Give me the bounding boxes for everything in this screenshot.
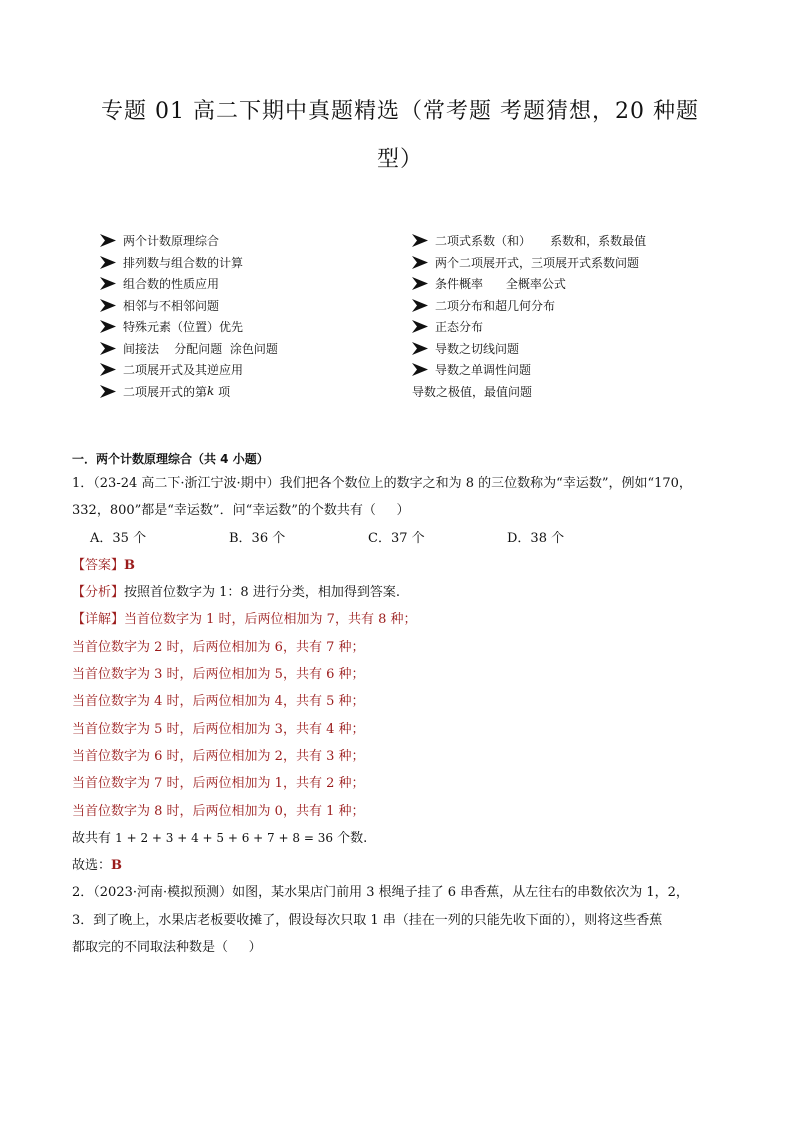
toc-item[interactable] [412, 273, 646, 295]
title-line-2: 型） [376, 147, 423, 172]
answer-line [72, 552, 722, 579]
toc-item-label: 两个计数原理综合 [123, 234, 220, 249]
toc-item-label: 组合数的性质应用 [123, 277, 220, 292]
arrow-bullet-icon [100, 299, 116, 312]
toc-item-suffix: 项 [214, 384, 231, 399]
sum-suffix: 个数. [332, 830, 368, 846]
toc-item-label: 二项式系数（和） 系数和，系数最值 [435, 234, 647, 249]
question-2-line-1: 2．（2023·河南·模拟预测）如图，某水果店门前用 3 根绳子挂了 6 串香蕉，从左往右的串数依次为 1，2， [72, 885, 689, 901]
arrow-bullet-icon [412, 363, 428, 376]
toc-item[interactable] [412, 252, 646, 274]
detail-text: 当首位数字为 1 时，后两位相加为 7，共有 8 种； [124, 612, 417, 628]
arrow-bullet-icon [100, 342, 116, 355]
question-1-line-2: 332，800”都是“幸运数”．问“幸运数”的个数共有（ ） [72, 503, 410, 519]
toc-item[interactable] [100, 252, 278, 274]
toc-item-label: 排列数与组合数的计算 [123, 255, 244, 270]
detail-line [72, 606, 722, 633]
toc-item[interactable] [100, 273, 278, 295]
option-b[interactable]: B．36 个 [229, 530, 286, 546]
detail-case-line: 当首位数字为 6 时，后两位相加为 2，共有 3 种； [72, 748, 365, 764]
answer-value: B [124, 557, 136, 573]
toc-item-label: 特殊元素（位置）优先 [123, 320, 244, 335]
arrow-bullet-icon [100, 385, 116, 398]
toc-item-label: 间接法 分配问题 涂色问题 [123, 341, 278, 356]
toc-item-label: 导数之极值，最值问题 [412, 384, 533, 399]
toc-right-column [412, 230, 646, 402]
arrow-bullet-icon [412, 299, 428, 312]
toc-item-variable: k [207, 384, 215, 399]
arrow-bullet-icon [100, 234, 116, 247]
analysis-text: 按照首位数字为 1：8 进行分类，相加得到答案. [124, 585, 400, 601]
arrow-bullet-icon [100, 320, 116, 333]
toc-item-label: 二项展开式及其逆应用 [123, 363, 244, 378]
toc-item[interactable] [100, 230, 278, 252]
document-title [80, 88, 720, 184]
choose-value: B [111, 858, 123, 874]
question-2-line-3: 都取完的不同取法种数是（ ） [72, 940, 262, 956]
arrow-bullet-icon [412, 320, 428, 333]
detail-case-line: 当首位数字为 7 时，后两位相加为 1，共有 2 种； [72, 776, 365, 792]
toc-item[interactable] [100, 381, 278, 403]
toc-item[interactable] [100, 359, 278, 381]
toc-item[interactable] [100, 338, 278, 360]
toc-item-label: 导数之切线问题 [435, 341, 520, 356]
toc-item-label: 导数之单调性问题 [435, 363, 532, 378]
toc-item[interactable] [412, 338, 646, 360]
arrow-bullet-icon [100, 363, 116, 376]
choose-prefix: 故选： [72, 858, 112, 874]
arrow-bullet-icon [412, 342, 428, 355]
detail-tag: 【详解】 [72, 612, 125, 628]
toc-item[interactable] [412, 381, 646, 403]
toc-left-column [100, 230, 278, 402]
main-content [72, 448, 722, 961]
option-d[interactable]: D．38 个 [507, 530, 565, 546]
detail-case-line: 当首位数字为 2 时，后两位相加为 6，共有 7 种； [72, 639, 365, 655]
detail-case-line: 当首位数字为 4 时，后两位相加为 4，共有 5 种； [72, 694, 365, 710]
toc-item[interactable] [412, 295, 646, 317]
answer-tag: 【答案】 [72, 557, 125, 573]
arrow-bullet-icon [412, 256, 428, 269]
toc-item[interactable] [412, 230, 646, 252]
analysis-line [72, 579, 722, 606]
detail-case-line: 当首位数字为 8 时，后两位相加为 0，共有 1 种； [72, 803, 365, 819]
arrow-bullet-icon [100, 277, 116, 290]
arrow-bullet-icon [412, 277, 428, 290]
analysis-tag: 【分析】 [72, 585, 125, 601]
detail-case-line: 当首位数字为 3 时，后两位相加为 5，共有 6 种； [72, 667, 365, 683]
question-1-options [72, 525, 722, 552]
detail-case-line: 当首位数字为 5 时，后两位相加为 3，共有 4 种； [72, 721, 365, 737]
toc-item-label: 二项展开式的第 [123, 384, 208, 399]
question-2-line-2: 3．到了晚上，水果店老板要收摊了，假设每次只取 1 串（挂在一列的只能先收下面的），则将这些香蕉 [72, 912, 663, 928]
toc-item[interactable] [412, 359, 646, 381]
question-1-line-1: 1．（23-24 高二下·浙江宁波·期中）我们把各个数位上的数字之和为 8 的三位数称为“幸运数”，例如“170， [72, 476, 692, 491]
toc-item[interactable] [412, 316, 646, 338]
title-line-1: 专题 01 高二下期中真题精选（常考题 考题猜想，20 种题 [101, 99, 699, 124]
section-heading: 一．两个计数原理综合（共 4 小题） [72, 452, 269, 466]
option-c[interactable]: C．37 个 [368, 530, 425, 546]
toc-item[interactable] [100, 295, 278, 317]
arrow-bullet-icon [100, 256, 116, 269]
arrow-bullet-icon [412, 234, 428, 247]
sum-prefix: 故共有 [72, 830, 116, 846]
sum-line [72, 825, 722, 852]
sum-formula: 1 + 2 + 3 + 4 + 5 + 6 + 7 + 8 = 36 [115, 830, 333, 845]
toc-item[interactable] [100, 316, 278, 338]
toc-item-label: 条件概率 全概率公式 [435, 277, 566, 292]
toc-item-label: 相邻与不相邻问题 [123, 298, 220, 313]
toc-item-label: 两个二项展开式，三项展开式系数问题 [435, 255, 640, 270]
toc-item-label: 正态分布 [435, 320, 484, 335]
choose-line [72, 852, 722, 879]
option-a[interactable]: A．35 个 [90, 530, 147, 546]
toc-item-label: 二项分布和超几何分布 [435, 298, 556, 313]
